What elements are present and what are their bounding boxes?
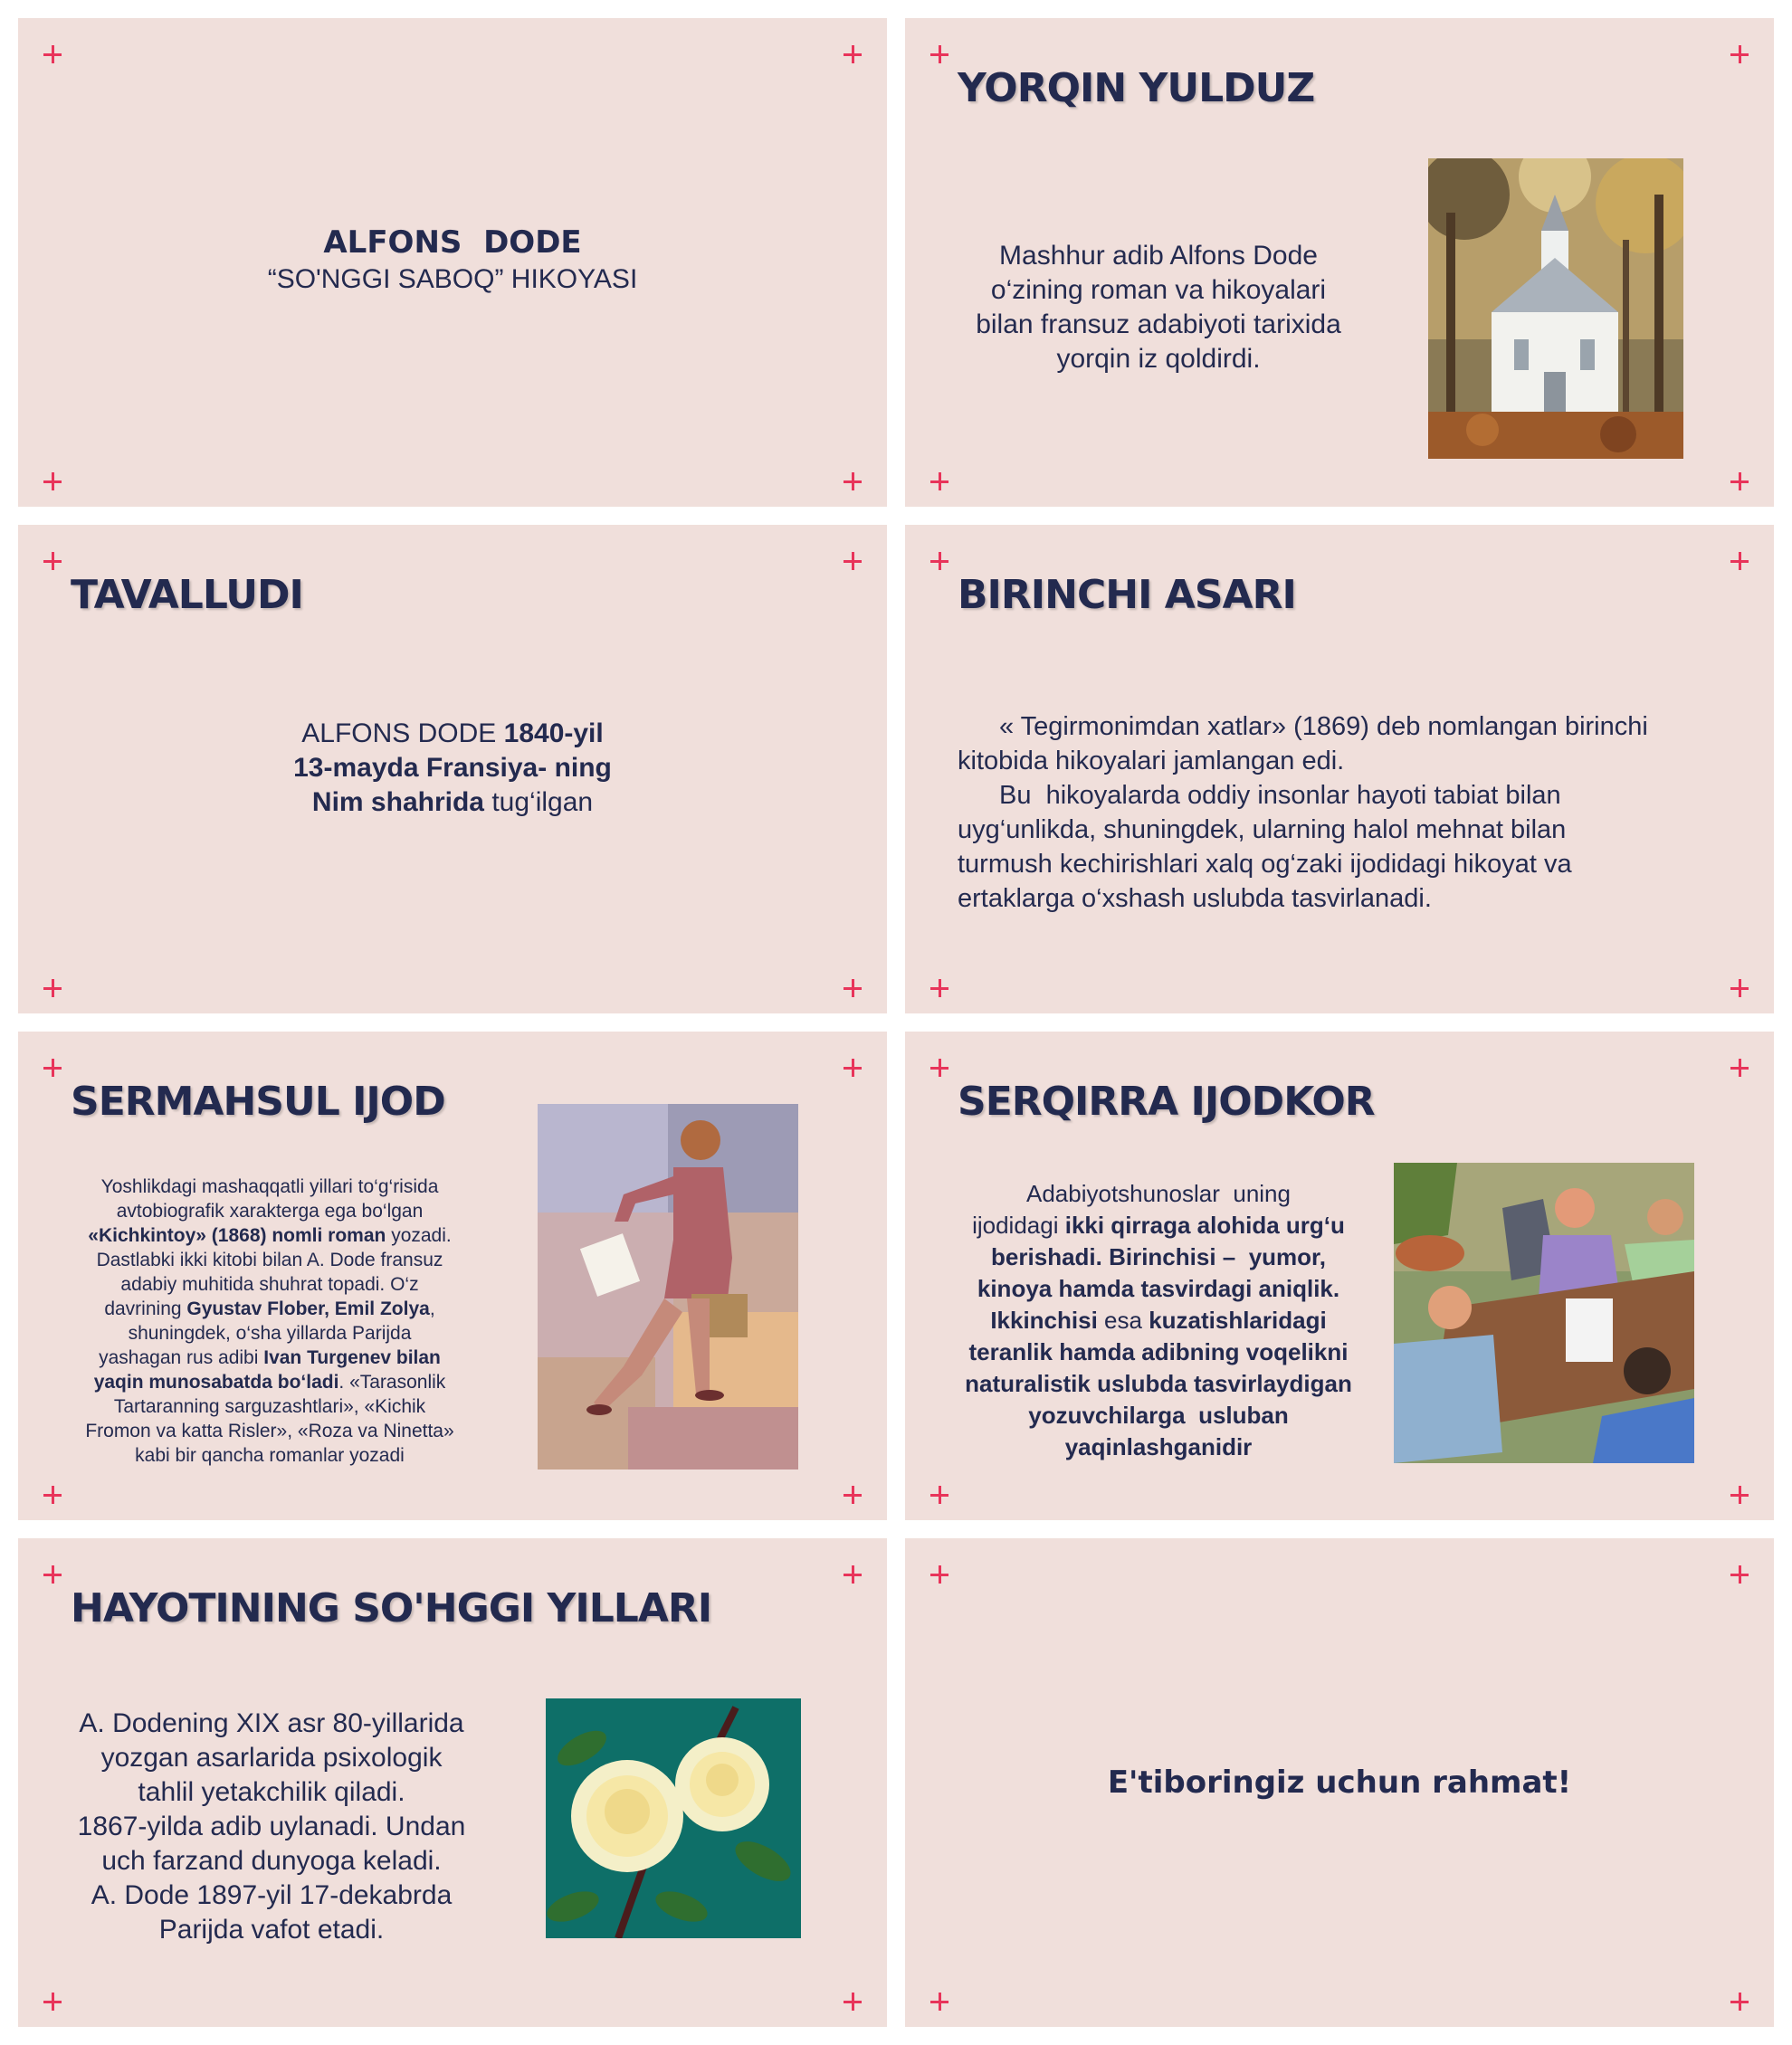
- birth-name: ALFONS DODE: [301, 718, 504, 748]
- slide-6-text: kinoya hamda tasvirdagi aniqlik.: [977, 1275, 1340, 1302]
- slide-5-text: . «Tarasonlik: [338, 1372, 446, 1393]
- plus-icon: [930, 45, 948, 63]
- slide-7-line: 1867-yilda adib uylanadi. Undan: [77, 1812, 466, 1841]
- slide-2-line: bilan fransuz adabiyoti tarixida: [976, 309, 1341, 339]
- slide-4-line: uyg‘unlikda, shuningdek, ularning halol mehnat bilan: [958, 815, 1567, 844]
- slide-6-line: [950, 1400, 1367, 1432]
- slide-4-line: ertaklarga o‘xshash uslubda tasvirlanadi.: [958, 884, 1432, 913]
- woman-walking-icon: [538, 1104, 798, 1470]
- slide-6-text: Ikkinchisi: [990, 1307, 1098, 1334]
- slide-6-text: yozuvchilarga usluban: [1028, 1402, 1289, 1429]
- slide-5-line: Yoshlikdagi mashaqqatli yillari to‘g‘risida: [100, 1176, 439, 1197]
- slide-7-title: HAYOTINING SO'HGGI YILLARI: [71, 1585, 712, 1631]
- slide-7: [18, 1538, 887, 2027]
- plus-icon: [43, 979, 62, 997]
- slide-1: [18, 18, 887, 507]
- slide-6-line: [950, 1241, 1367, 1273]
- slide-2: [905, 18, 1774, 507]
- two-sides-text: ikki qirraga alohida urg‘u: [1064, 1212, 1345, 1239]
- slide-6-line: [950, 1305, 1367, 1336]
- slide-6-line: [950, 1368, 1367, 1400]
- slide-5-line: [71, 1370, 469, 1394]
- plus-icon: [930, 1565, 948, 1584]
- slide-3-line: [18, 717, 887, 751]
- plus-icon: [43, 1486, 62, 1504]
- slide-6-line: [950, 1336, 1367, 1368]
- plus-icon: [930, 1486, 948, 1504]
- slide-3-line: [18, 751, 887, 785]
- plus-icon: [844, 472, 862, 490]
- plus-icon: [1730, 1993, 1749, 2011]
- plus-icon: [844, 45, 862, 63]
- slide-4-line: kitobida hikoyalari jamlangan edi.: [958, 747, 1345, 775]
- plus-icon: [930, 1059, 948, 1077]
- slide-5-line: adabiy muhitida shuhrat topadi. O‘z: [120, 1274, 419, 1295]
- slide-5-line: Dastlabki ikki kitobi bilan A. Dode fransuz: [96, 1250, 443, 1270]
- slide-5-line: Fromon va katta Risler», «Roza va Ninetta»: [85, 1421, 454, 1441]
- plus-icon: [930, 472, 948, 490]
- plus-icon: [930, 552, 948, 570]
- slide-6-text: esa: [1097, 1307, 1149, 1334]
- plus-icon: [1730, 552, 1749, 570]
- slide-7-line: Parijda vafot etadi.: [158, 1915, 385, 1945]
- slide-2-line: Mashhur adib Alfons Dode: [999, 241, 1318, 271]
- plus-icon: [43, 472, 62, 490]
- birth-year: 1840-yil: [503, 718, 604, 748]
- slide-5-text: ,: [429, 1298, 435, 1319]
- plus-icon: [1730, 1486, 1749, 1504]
- plus-icon: [844, 1565, 862, 1584]
- turgenev-name: Ivan Turgenev bilan: [263, 1347, 441, 1368]
- plus-icon: [844, 1486, 862, 1504]
- slide-5-line: Tartaranning sarguzashtlari», «Kichik: [113, 1396, 426, 1417]
- slide-3-title: TAVALLUDI: [71, 572, 303, 618]
- plus-icon: [844, 979, 862, 997]
- slide-6-text: yaqinlashganidir: [1064, 1433, 1253, 1460]
- slide-5: [18, 1032, 887, 1520]
- plus-icon: [43, 552, 62, 570]
- slide-5-line: shuningdek, o‘sha yillarda Parijda: [128, 1323, 412, 1344]
- birth-verb: tug‘ilgan: [483, 787, 594, 817]
- birth-date: 13-mayda Fransiya- ning: [293, 753, 612, 783]
- slide-4: [905, 525, 1774, 1013]
- slide-4-title: BIRINCHI ASARI: [958, 572, 1296, 618]
- slide-2-title: YORQIN YULDUZ: [958, 65, 1315, 111]
- slide-1-subtitle: “SO'NGGI SABOQ” HIKOYASI: [267, 264, 638, 294]
- slide-2-line: yorqin iz qoldirdi.: [1056, 344, 1261, 374]
- slide-5-text: yozadi.: [386, 1225, 452, 1246]
- slide-6-line: [950, 1273, 1367, 1305]
- slide-6-title: SERQIRRA IJODKOR: [958, 1079, 1375, 1125]
- plus-icon: [43, 1565, 62, 1584]
- plus-icon: [1730, 45, 1749, 63]
- plus-icon: [844, 552, 862, 570]
- slide-6-line: [950, 1210, 1367, 1241]
- slide-7-line: yozgan asarlarida psixologik: [100, 1743, 443, 1773]
- relation-text: yaqin munosabatda bo‘ladi: [93, 1372, 339, 1393]
- slide-6-text: ijodidagi: [972, 1212, 1065, 1239]
- slide-5-title: SERMAHSUL IJOD: [71, 1079, 445, 1125]
- novel-title: «Kichkintoy» (1868) nomli roman: [88, 1225, 386, 1246]
- slide-8: [905, 1538, 1774, 2027]
- plus-icon: [43, 1059, 62, 1077]
- slide-4-line: « Tegirmonimdan xatlar» (1869) deb nomlangan birinchi: [999, 712, 1648, 741]
- slide-6-text: teranlik hamda adibning voqelikni: [968, 1338, 1349, 1365]
- writers-names: Gyustav Flober, Emil Zolya: [186, 1298, 430, 1319]
- meeting-icon: [1394, 1163, 1694, 1463]
- slide-6-line: Adabiyotshunoslar uning: [1026, 1180, 1291, 1207]
- slide-6-text: berishadi. Birinchisi – yumor,: [991, 1243, 1326, 1270]
- slide-6-text: kuzatishlaridagi: [1149, 1307, 1327, 1334]
- slide-5-text: davrining: [104, 1298, 187, 1319]
- slide-5-line: [71, 1297, 469, 1321]
- plus-icon: [930, 979, 948, 997]
- slide-5-line: avtobiografik xarakterga ega bo‘lgan: [116, 1201, 424, 1222]
- plus-icon: [43, 45, 62, 63]
- slide-5-line: kabi bir qancha romanlar yozadi: [135, 1445, 405, 1466]
- slide-7-line: A. Dode 1897-yil 17-dekabrda: [91, 1880, 453, 1910]
- church-icon: [1428, 158, 1683, 459]
- slide-4-line: Bu hikoyalarda oddiy insonlar hayoti tabiat bilan: [999, 781, 1561, 810]
- slide-7-line: A. Dodening XIX asr 80-yillarida: [79, 1708, 464, 1738]
- plus-icon: [844, 1059, 862, 1077]
- slide-3-line: [18, 785, 887, 820]
- slide-6-line: [950, 1432, 1367, 1463]
- white-roses-icon: [546, 1698, 801, 1938]
- slide-5-line: [71, 1223, 469, 1248]
- slide-2-line: o‘zining roman va hikoyalari: [990, 275, 1327, 305]
- plus-icon: [1730, 1059, 1749, 1077]
- slide-3: [18, 525, 887, 1013]
- slide-7-line: tahlil yetakchilik qiladi.: [138, 1777, 405, 1807]
- plus-icon: [1730, 1565, 1749, 1584]
- slide-7-line: uch farzand dunyoga keladi.: [101, 1846, 442, 1876]
- plus-icon: [1730, 472, 1749, 490]
- birth-city: Nim shahrida: [311, 787, 484, 817]
- slide-5-line: [71, 1346, 469, 1370]
- slide-6-text: naturalistik uslubda tasvirlaydigan: [965, 1370, 1352, 1397]
- slide-5-text: yashagan rus adibi: [99, 1347, 264, 1368]
- thank-you-text: E'tiboringiz uchun rahmat!: [1107, 1764, 1572, 1801]
- slide-6: [905, 1032, 1774, 1520]
- plus-icon: [43, 1993, 62, 2011]
- plus-icon: [844, 1993, 862, 2011]
- plus-icon: [1730, 979, 1749, 997]
- plus-icon: [930, 1993, 948, 2011]
- slide-1-title: ALFONS DODE: [323, 224, 582, 261]
- slide-4-line: turmush kechirishlari xalq og‘zaki ijodidagi hikoyat va: [958, 850, 1572, 879]
